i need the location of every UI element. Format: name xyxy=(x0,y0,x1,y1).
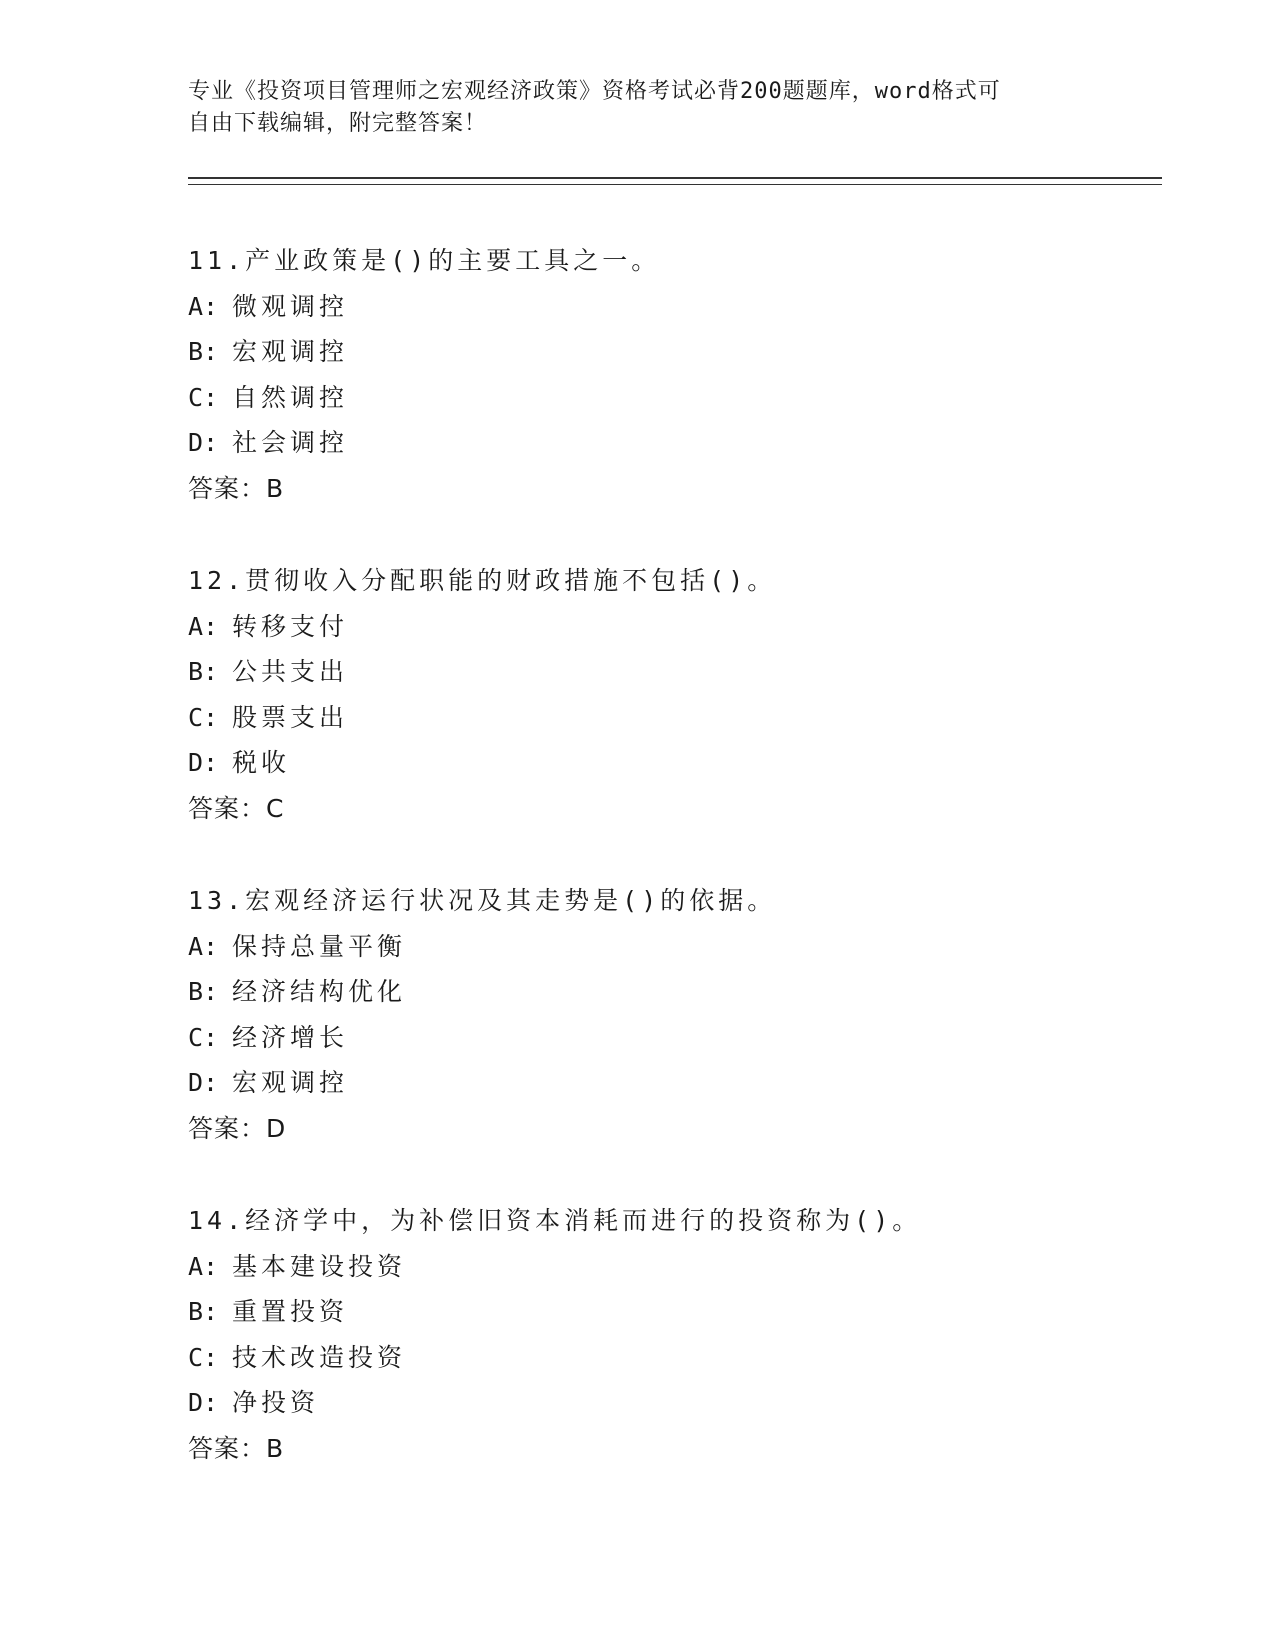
option-b xyxy=(188,649,1148,695)
option-letter: B: xyxy=(188,337,219,366)
option-letter: D: xyxy=(188,428,219,457)
option-text: 经济结构优化 xyxy=(232,977,407,1006)
option-text: 社会调控 xyxy=(232,428,349,457)
option-letter: C: xyxy=(188,1022,219,1052)
option-letter: C: xyxy=(188,382,219,412)
question-14 xyxy=(188,1198,1148,1518)
question-11 xyxy=(188,238,1148,558)
option-text: 保持总量平衡 xyxy=(232,931,407,961)
answer-line: 答案：B xyxy=(188,1433,285,1463)
option-c xyxy=(188,695,1148,741)
option-text: 宏观调控 xyxy=(232,1068,349,1097)
option-b xyxy=(188,329,1148,375)
option-a xyxy=(188,284,1148,330)
option-text: 经济增长 xyxy=(232,1022,349,1052)
option-letter: A: xyxy=(188,611,219,641)
question-stem: 14.经济学中，为补偿旧资本消耗而进行的投资称为()。 xyxy=(188,1206,922,1235)
option-letter: A: xyxy=(188,291,219,321)
option-letter: C: xyxy=(188,702,219,732)
question-stem: 11.产业政策是()的主要工具之一。 xyxy=(188,246,661,275)
option-a xyxy=(188,924,1148,970)
question-12 xyxy=(188,558,1148,878)
option-letter: C: xyxy=(188,1342,219,1372)
option-letter: A: xyxy=(188,931,219,961)
option-text: 股票支出 xyxy=(232,702,349,732)
option-text: 技术改造投资 xyxy=(232,1342,407,1372)
option-text: 基本建设投资 xyxy=(232,1251,407,1281)
option-text: 微观调控 xyxy=(232,291,349,321)
option-letter: B: xyxy=(188,657,219,686)
option-b xyxy=(188,969,1148,1015)
question-stem: 12.贯彻收入分配职能的财政措施不包括()。 xyxy=(188,566,777,595)
option-c xyxy=(188,375,1148,421)
option-letter: B: xyxy=(188,1297,219,1326)
document-header xyxy=(188,76,1068,140)
answer-line: 答案：C xyxy=(188,793,285,823)
option-letter: D: xyxy=(188,748,219,777)
option-a xyxy=(188,1244,1148,1290)
option-text: 宏观调控 xyxy=(232,337,349,366)
option-text: 转移支付 xyxy=(232,611,349,641)
answer-line: 答案：B xyxy=(188,473,285,503)
option-d xyxy=(188,1380,1148,1426)
option-text: 公共支出 xyxy=(232,657,349,686)
option-d xyxy=(188,740,1148,786)
option-text: 重置投资 xyxy=(232,1297,349,1326)
question-list xyxy=(188,238,1148,1518)
header-line-1: 专业《投资项目管理师之宏观经济政策》资格考试必背200题题库，word格式可 xyxy=(188,79,1001,104)
option-text: 税收 xyxy=(232,748,291,777)
option-d xyxy=(188,420,1148,466)
option-d xyxy=(188,1060,1148,1106)
question-13 xyxy=(188,878,1148,1198)
option-text: 自然调控 xyxy=(232,382,349,412)
option-letter: D: xyxy=(188,1068,219,1097)
option-a xyxy=(188,604,1148,650)
option-letter: B: xyxy=(188,977,219,1006)
header-divider xyxy=(188,177,1162,185)
question-stem: 13.宏观经济运行状况及其走势是()的依据。 xyxy=(188,886,777,915)
option-c xyxy=(188,1335,1148,1381)
header-line-2: 自由下载编辑，附完整答案！ xyxy=(188,111,488,136)
option-b xyxy=(188,1289,1148,1335)
option-letter: D: xyxy=(188,1388,219,1417)
option-c xyxy=(188,1015,1148,1061)
answer-line: 答案：D xyxy=(188,1113,287,1143)
option-text: 净投资 xyxy=(232,1388,320,1417)
option-letter: A: xyxy=(188,1251,219,1281)
